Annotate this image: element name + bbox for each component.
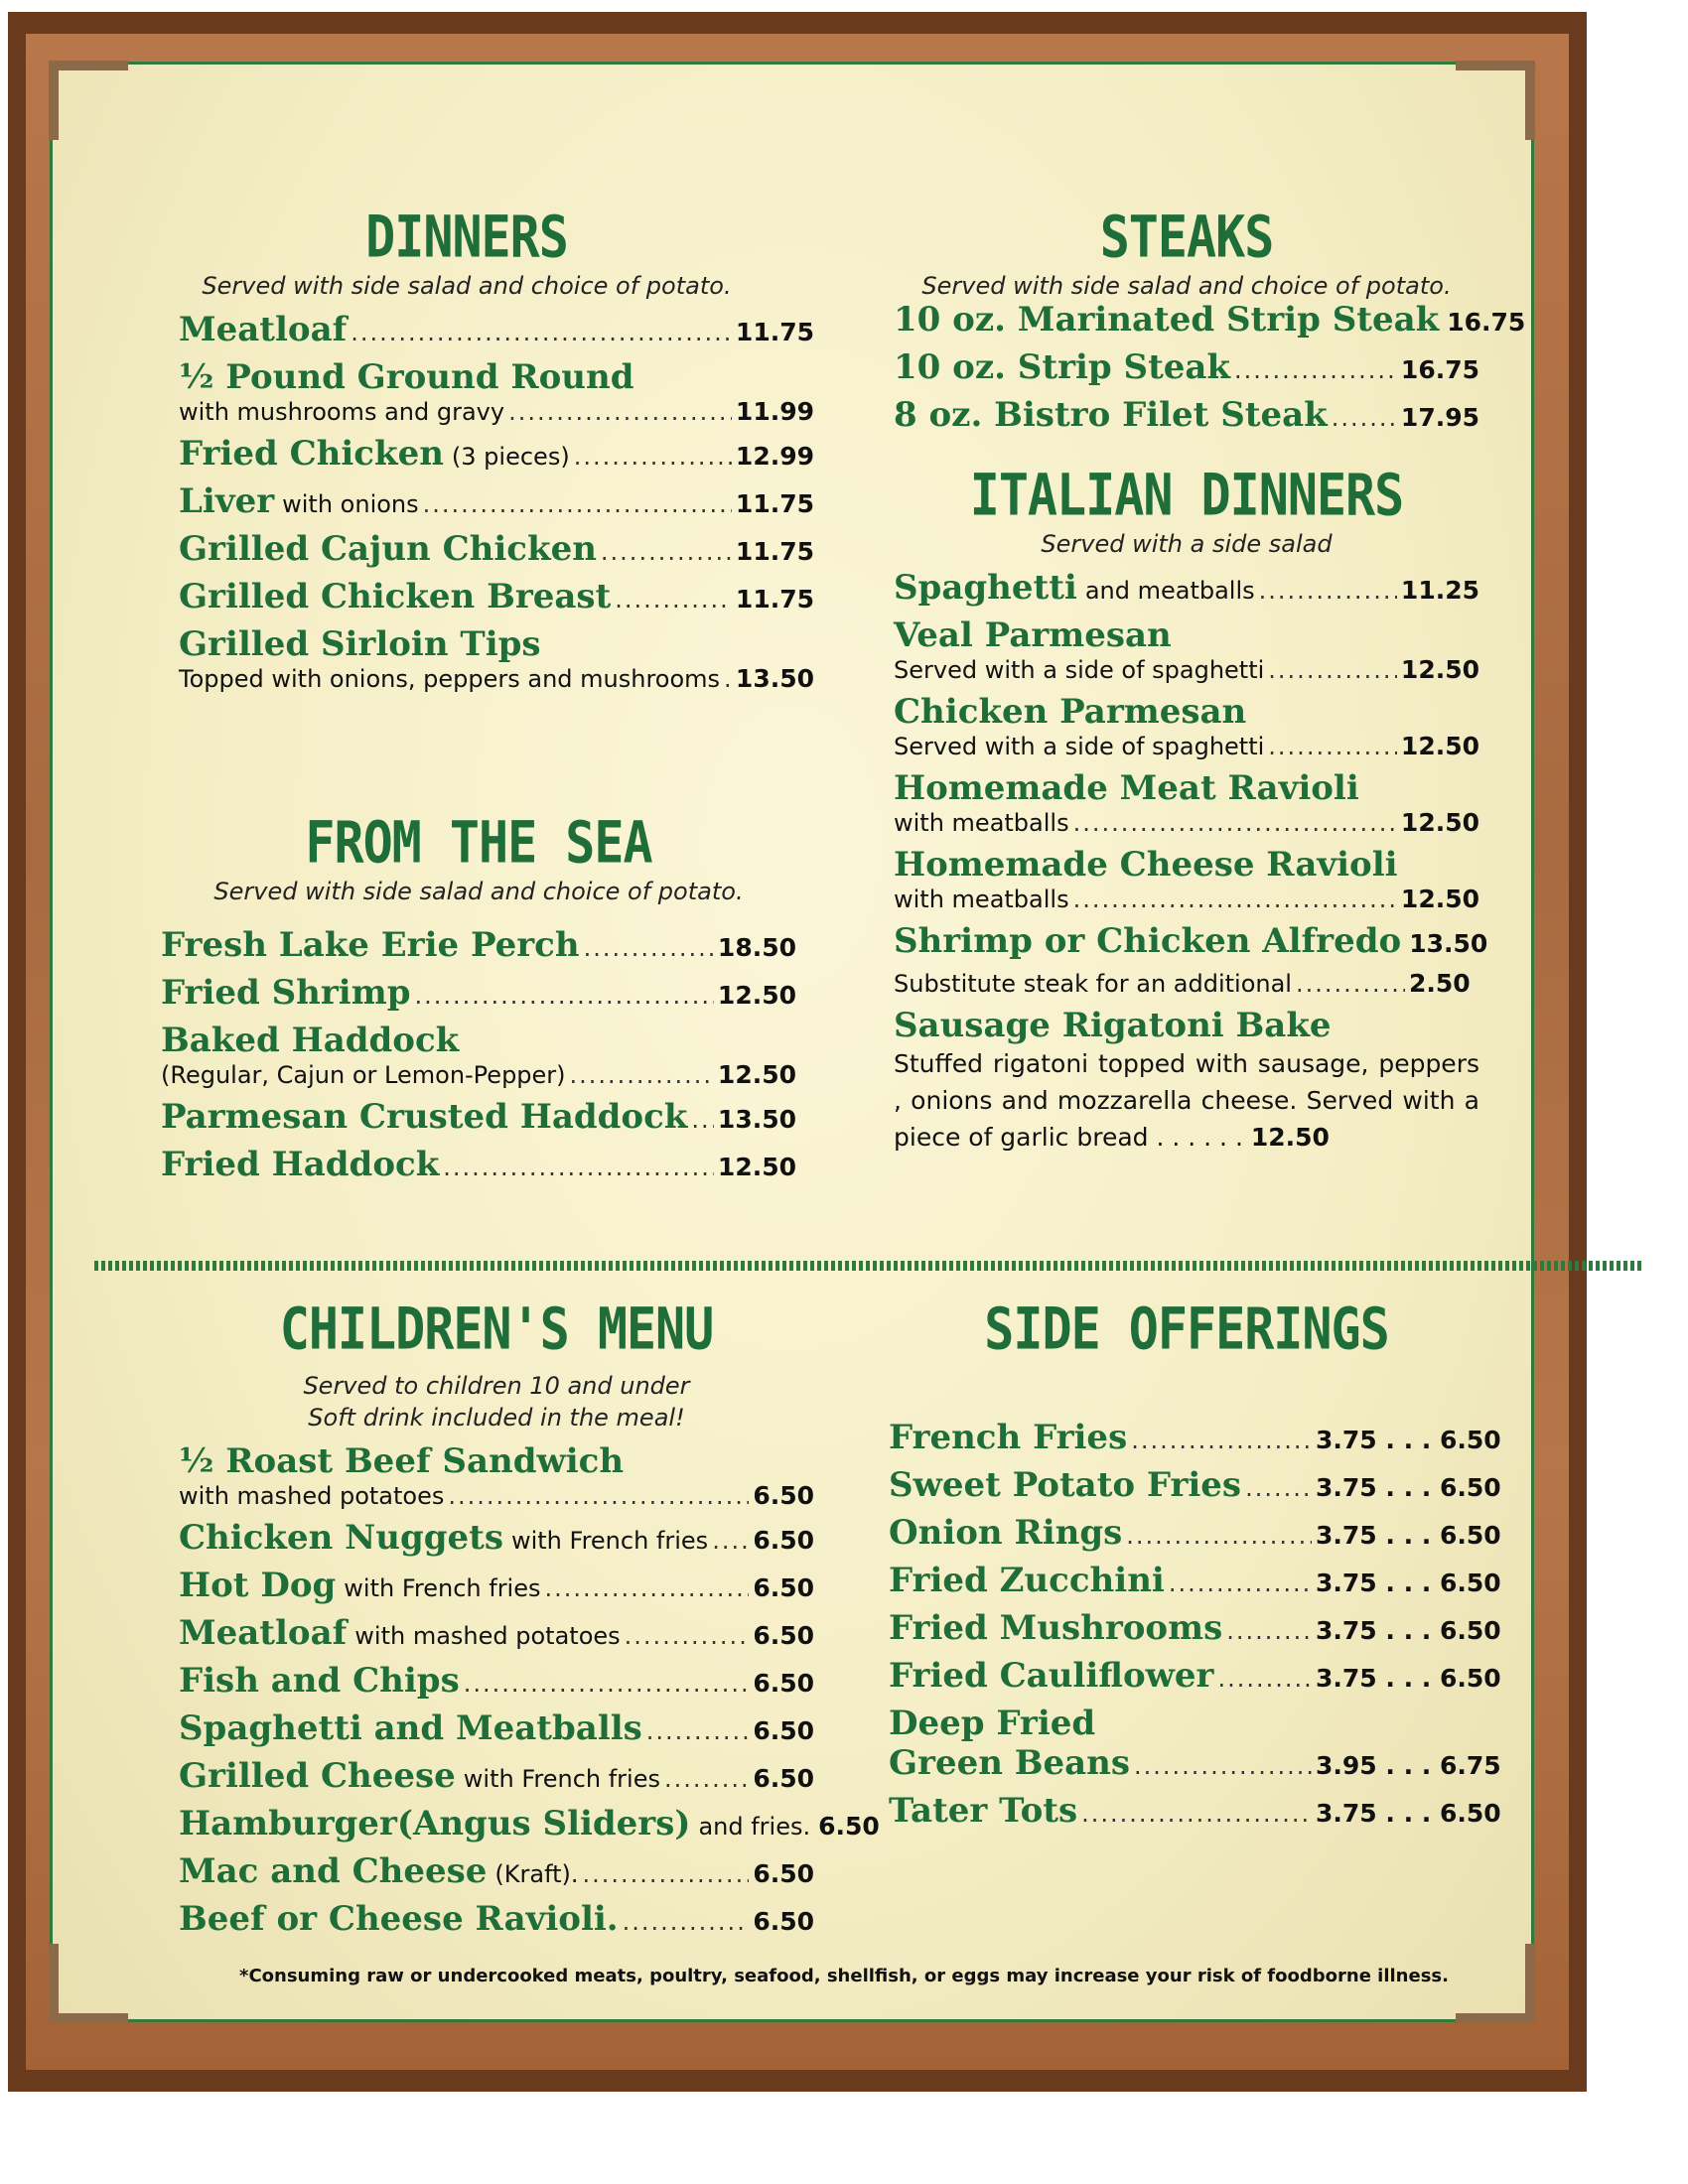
corner-ornament bbox=[1456, 61, 1535, 140]
menu-item bbox=[894, 921, 1488, 961]
menu-item bbox=[179, 357, 814, 426]
side-name: Fried Mushrooms bbox=[889, 1608, 1223, 1648]
leader-dots bbox=[623, 1908, 750, 1936]
item-price: 13.50 bbox=[735, 664, 814, 693]
item-row bbox=[161, 1145, 796, 1184]
item-name: 10 oz. Strip Steak bbox=[894, 347, 1230, 387]
rigatoni-price: 12.50 bbox=[1250, 1123, 1330, 1152]
item-price: 6.50 bbox=[753, 1669, 814, 1698]
side-item bbox=[889, 1791, 1501, 1831]
menu-item bbox=[894, 568, 1479, 608]
item-price: 6.50 bbox=[818, 1812, 880, 1841]
menu-item bbox=[179, 1566, 814, 1605]
menu-item bbox=[161, 1097, 796, 1137]
side-item bbox=[889, 1418, 1501, 1457]
leader-dots bbox=[1073, 809, 1397, 837]
leader-dots bbox=[646, 1717, 750, 1745]
leader-dots bbox=[664, 1765, 749, 1793]
sea-list bbox=[161, 925, 796, 1184]
rigatoni-item: Sausage Rigatoni Bake Stuffed rigatoni topped with sausage, peppers , onions and mozzarella cheese. Served with a piece of garlic bread . . . . . . 12.50 bbox=[894, 1006, 1479, 1152]
item-row bbox=[161, 1060, 796, 1089]
item-desc: with meatballs bbox=[894, 809, 1069, 837]
sea-subtitle: Served with side salad and choice of potato. bbox=[213, 878, 744, 905]
leader-dots bbox=[1081, 1800, 1312, 1828]
menu-item bbox=[179, 1804, 880, 1843]
item-note: (Kraft). bbox=[494, 1860, 579, 1888]
leader-dots bbox=[724, 665, 732, 693]
side-item bbox=[889, 1608, 1501, 1648]
dinners-section bbox=[179, 204, 814, 701]
item-name: Grilled Cajun Chicken bbox=[179, 529, 597, 569]
item-name: Homemade Cheese Ravioli bbox=[894, 845, 1398, 885]
leader-dots bbox=[601, 538, 732, 566]
side-price: 3.75 . . . 6.50 bbox=[1316, 1664, 1501, 1693]
item-row bbox=[179, 1661, 814, 1701]
menu-item bbox=[179, 1661, 814, 1701]
item-note: with mashed potatoes bbox=[354, 1622, 621, 1650]
item-row bbox=[894, 347, 1479, 387]
item-row bbox=[894, 395, 1479, 435]
leader-dots bbox=[583, 1860, 750, 1888]
leader-dots bbox=[1126, 1522, 1312, 1550]
item-row bbox=[179, 1566, 814, 1605]
item-price: 16.75 bbox=[1447, 308, 1526, 337]
item-row bbox=[179, 1481, 814, 1510]
item-price: 17.95 bbox=[1400, 403, 1479, 432]
side-price: 3.95 . . . 6.75 bbox=[1316, 1751, 1501, 1780]
leader-dots bbox=[615, 586, 732, 614]
item-row bbox=[179, 664, 814, 693]
item-name: Spaghetti bbox=[894, 568, 1077, 608]
item-price: 12.50 bbox=[717, 981, 796, 1010]
leader-dots bbox=[1131, 1427, 1312, 1454]
leader-dots bbox=[508, 398, 732, 426]
item-price: 6.50 bbox=[753, 1764, 814, 1793]
item-name: Hamburger(Angus Sliders) bbox=[179, 1804, 691, 1843]
side-item bbox=[889, 1561, 1501, 1600]
item-row bbox=[179, 481, 814, 521]
item-desc: (Regular, Cajun or Lemon-Pepper) bbox=[161, 1061, 566, 1089]
menu-item bbox=[179, 1708, 814, 1748]
sea-title: FROM THE SEA bbox=[305, 809, 652, 877]
item-price: 6.50 bbox=[753, 1481, 814, 1510]
sides-title: SIDE OFFERINGS bbox=[984, 1296, 1389, 1363]
item-price: 12.50 bbox=[1400, 655, 1479, 684]
item-row bbox=[161, 1097, 796, 1137]
menu-item bbox=[179, 529, 814, 569]
menu-item bbox=[161, 1145, 796, 1184]
item-price: 13.50 bbox=[717, 1105, 796, 1134]
item-name: ½ Roast Beef Sandwich bbox=[179, 1441, 625, 1481]
item-note: and fries. bbox=[698, 1813, 811, 1841]
side-row bbox=[889, 1513, 1501, 1553]
item-price: 6.50 bbox=[753, 1859, 814, 1888]
side-price: 3.75 . . . 6.50 bbox=[1316, 1569, 1501, 1597]
item-row bbox=[179, 397, 814, 426]
side-name: Green Beans bbox=[889, 1743, 1131, 1783]
item-row bbox=[894, 732, 1479, 760]
steaks-title: STEAKS bbox=[1099, 204, 1274, 271]
menu-item bbox=[161, 925, 796, 965]
item-name: Beef or Cheese Ravioli. bbox=[179, 1899, 619, 1939]
leader-dots bbox=[1134, 1752, 1312, 1780]
leader-dots bbox=[1169, 1570, 1312, 1597]
leader-dots bbox=[443, 1154, 714, 1181]
menu-item bbox=[894, 692, 1479, 760]
food-safety-disclaimer: *Consuming raw or undercooked meats, poultry, seafood, shellfish, or eggs may increase your risk of foodborne illness. bbox=[239, 1966, 1449, 1986]
menu-item bbox=[179, 1851, 814, 1891]
item-note: (3 pieces) bbox=[451, 443, 570, 471]
item-price: 6.50 bbox=[753, 1573, 814, 1602]
menu-item bbox=[179, 1899, 814, 1939]
item-row bbox=[179, 1804, 880, 1843]
side-row bbox=[889, 1608, 1501, 1648]
item-name: Fresh Lake Erie Perch bbox=[161, 925, 580, 965]
item-price: 16.75 bbox=[1400, 355, 1479, 384]
substitute-text: Substitute steak for an additional bbox=[894, 970, 1292, 998]
side-row bbox=[889, 1791, 1501, 1831]
sides-list bbox=[889, 1418, 1501, 1831]
menu-item bbox=[179, 481, 814, 521]
item-row bbox=[179, 1518, 814, 1558]
side-name: Sweet Potato Fries bbox=[889, 1465, 1242, 1505]
rigatoni-desc: Stuffed rigatoni topped with sausage, peppers , onions and mozzarella cheese. Served with a piece of garlic bread bbox=[894, 1049, 1479, 1152]
item-row bbox=[179, 1899, 814, 1939]
leader-dots bbox=[1268, 733, 1397, 760]
item-name: ½ Pound Ground Round bbox=[179, 357, 634, 397]
leader-dots bbox=[1234, 356, 1397, 384]
item-price: 11.99 bbox=[735, 397, 814, 426]
side-name: Onion Rings bbox=[889, 1513, 1123, 1553]
item-price: 11.75 bbox=[735, 489, 814, 518]
item-desc: Topped with onions, peppers and mushrooms bbox=[179, 665, 721, 693]
side-price: 3.75 . . . 6.50 bbox=[1316, 1426, 1501, 1454]
item-row bbox=[179, 1613, 814, 1653]
item-name: Spaghetti and Meatballs bbox=[179, 1708, 642, 1748]
children-section bbox=[179, 1296, 880, 1947]
item-row bbox=[161, 925, 796, 965]
item-price: 6.50 bbox=[753, 1621, 814, 1650]
children-subtitle-2: Soft drink included in the meal! bbox=[308, 1404, 685, 1432]
side-item bbox=[889, 1704, 1501, 1783]
leader-dots bbox=[448, 1482, 749, 1510]
item-price: 6.50 bbox=[753, 1526, 814, 1555]
leader-dots bbox=[1226, 1617, 1312, 1645]
menu-item bbox=[161, 1021, 796, 1089]
item-price: 6.50 bbox=[753, 1716, 814, 1745]
item-row bbox=[179, 1851, 814, 1891]
corner-ornament bbox=[49, 61, 128, 140]
item-desc: with mashed potatoes bbox=[179, 1482, 445, 1510]
side-row bbox=[889, 1418, 1501, 1457]
leader-dots bbox=[1268, 656, 1397, 684]
sides-section bbox=[889, 1296, 1501, 1839]
item-name: Liver bbox=[179, 481, 275, 521]
item-name: Fried Chicken bbox=[179, 434, 444, 474]
item-row bbox=[179, 1756, 814, 1796]
leader-dots bbox=[464, 1670, 750, 1698]
leader-dots bbox=[1245, 1474, 1312, 1502]
section-divider bbox=[94, 1261, 1643, 1271]
item-name: Grilled Cheese bbox=[179, 1756, 456, 1796]
side-name: Fried Cauliflower bbox=[889, 1656, 1214, 1696]
item-name: 10 oz. Marinated Strip Steak bbox=[894, 300, 1440, 340]
item-price: 6.50 bbox=[753, 1907, 814, 1936]
side-name: Tater Tots bbox=[889, 1791, 1078, 1831]
children-list bbox=[179, 1441, 880, 1939]
side-row bbox=[889, 1743, 1501, 1783]
item-row bbox=[161, 973, 796, 1013]
menu-item bbox=[179, 434, 814, 474]
item-price: 12.50 bbox=[1400, 732, 1479, 760]
children-title: CHILDREN'S MENU bbox=[279, 1296, 714, 1363]
side-row bbox=[889, 1465, 1501, 1505]
leader-dots bbox=[1259, 577, 1397, 605]
item-name: Grilled Chicken Breast bbox=[179, 577, 612, 616]
item-price: 11.75 bbox=[735, 318, 814, 346]
leader-dots bbox=[625, 1622, 750, 1650]
steaks-section bbox=[894, 204, 1526, 443]
substitute-price: 2.50 bbox=[1408, 969, 1471, 998]
menu-item bbox=[894, 845, 1479, 913]
menu-item bbox=[894, 347, 1479, 387]
item-name: Parmesan Crusted Haddock bbox=[161, 1097, 688, 1137]
item-row bbox=[894, 655, 1479, 684]
leader-dots bbox=[1332, 404, 1397, 432]
item-row bbox=[894, 921, 1488, 961]
item-price: 12.99 bbox=[735, 442, 814, 471]
item-price: 13.50 bbox=[1409, 929, 1488, 958]
side-price: 3.75 . . . 6.50 bbox=[1316, 1616, 1501, 1645]
menu-item bbox=[161, 973, 796, 1013]
item-row bbox=[179, 577, 814, 616]
sea-section bbox=[161, 809, 796, 1192]
leader-dots bbox=[545, 1574, 750, 1602]
leader-dots bbox=[712, 1527, 749, 1555]
item-note: with onions bbox=[282, 490, 419, 518]
item-desc: with meatballs bbox=[894, 886, 1069, 913]
item-desc: Served with a side of spaghetti bbox=[894, 656, 1265, 684]
item-note: with French fries bbox=[510, 1527, 709, 1555]
menu-item bbox=[179, 1441, 814, 1510]
item-name: Baked Haddock bbox=[161, 1021, 460, 1060]
item-row bbox=[179, 310, 814, 349]
item-name: Veal Parmesan bbox=[894, 615, 1172, 655]
item-note: with French fries bbox=[344, 1574, 541, 1602]
item-note: and meatballs bbox=[1084, 577, 1255, 605]
side-row bbox=[889, 1656, 1501, 1696]
leader-dots bbox=[570, 1061, 714, 1089]
item-name: Meatloaf bbox=[179, 310, 348, 349]
item-price: 12.50 bbox=[717, 1060, 796, 1089]
item-price: 11.75 bbox=[735, 537, 814, 566]
item-row bbox=[894, 300, 1526, 340]
item-price: 12.50 bbox=[717, 1153, 796, 1181]
item-note: with French fries bbox=[463, 1765, 660, 1793]
menu-item bbox=[179, 310, 814, 349]
menu-item bbox=[179, 577, 814, 616]
side-item bbox=[889, 1465, 1501, 1505]
leader-dots bbox=[423, 490, 732, 518]
item-price: 11.25 bbox=[1400, 576, 1479, 605]
item-price: 12.50 bbox=[1400, 885, 1479, 913]
children-subtitle-1: Served to children 10 and under bbox=[303, 1372, 690, 1400]
steaks-list bbox=[894, 300, 1526, 435]
leader-dots bbox=[351, 319, 732, 346]
item-name: Homemade Meat Ravioli bbox=[894, 768, 1359, 808]
leader-dots bbox=[584, 934, 714, 962]
item-price: 12.50 bbox=[1400, 808, 1479, 837]
item-row bbox=[179, 434, 814, 474]
leader-dots bbox=[574, 443, 732, 471]
side-name: Fried Zucchini bbox=[889, 1561, 1165, 1600]
item-name: Chicken Parmesan bbox=[894, 692, 1247, 732]
leader-dots bbox=[691, 1106, 714, 1134]
menu-item bbox=[179, 1756, 814, 1796]
side-name: Deep Fried bbox=[889, 1704, 1096, 1743]
item-name: Grilled Sirloin Tips bbox=[179, 624, 541, 664]
italian-subtitle: Served with a side salad bbox=[1041, 530, 1333, 558]
item-row bbox=[894, 568, 1479, 608]
item-price: 18.50 bbox=[717, 933, 796, 962]
item-name: Fried Shrimp bbox=[161, 973, 411, 1013]
menu-item bbox=[179, 1518, 814, 1558]
italian-list bbox=[894, 568, 1488, 961]
side-name: French Fries bbox=[889, 1418, 1128, 1457]
leader-dots bbox=[414, 982, 713, 1010]
italian-title: ITALIAN DINNERS bbox=[969, 462, 1404, 529]
item-row bbox=[894, 885, 1479, 913]
item-name: Chicken Nuggets bbox=[179, 1518, 503, 1558]
item-name: Hot Dog bbox=[179, 1566, 337, 1605]
leader-dots bbox=[1073, 886, 1397, 913]
side-row bbox=[889, 1561, 1501, 1600]
item-price: 11.75 bbox=[735, 585, 814, 614]
menu-item bbox=[894, 395, 1479, 435]
dinners-list bbox=[179, 310, 814, 693]
side-price: 3.75 . . . 6.50 bbox=[1316, 1521, 1501, 1550]
dinners-title: DINNERS bbox=[365, 204, 568, 271]
item-name: 8 oz. Bistro Filet Steak bbox=[894, 395, 1328, 435]
menu-item bbox=[894, 300, 1526, 340]
item-name: Fried Haddock bbox=[161, 1145, 440, 1184]
steaks-subtitle: Served with side salad and choice of potato. bbox=[921, 272, 1452, 300]
menu-item bbox=[179, 1613, 814, 1653]
menu-item bbox=[894, 615, 1479, 684]
dinners-subtitle: Served with side salad and choice of potato. bbox=[202, 272, 732, 300]
item-row bbox=[179, 529, 814, 569]
item-name: Mac and Cheese bbox=[179, 1851, 488, 1891]
side-price: 3.75 . . . 6.50 bbox=[1316, 1799, 1501, 1828]
side-item bbox=[889, 1656, 1501, 1696]
menu-item bbox=[179, 624, 814, 693]
side-item bbox=[889, 1513, 1501, 1553]
item-row bbox=[894, 808, 1479, 837]
substitute-row bbox=[894, 969, 1479, 998]
leader-dots bbox=[1217, 1665, 1312, 1693]
side-price: 3.75 . . . 6.50 bbox=[1316, 1473, 1501, 1502]
item-row bbox=[179, 1708, 814, 1748]
menu-item bbox=[894, 768, 1479, 837]
item-name: Fish and Chips bbox=[179, 1661, 460, 1701]
item-desc: with mushrooms and gravy bbox=[179, 398, 505, 426]
item-name: Meatloaf bbox=[179, 1613, 348, 1653]
italian-section bbox=[894, 462, 1488, 1163]
item-name: Shrimp or Chicken Alfredo bbox=[894, 921, 1402, 961]
rigatoni-name: Sausage Rigatoni Bake bbox=[894, 1006, 1332, 1045]
item-desc: Served with a side of spaghetti bbox=[894, 733, 1265, 760]
